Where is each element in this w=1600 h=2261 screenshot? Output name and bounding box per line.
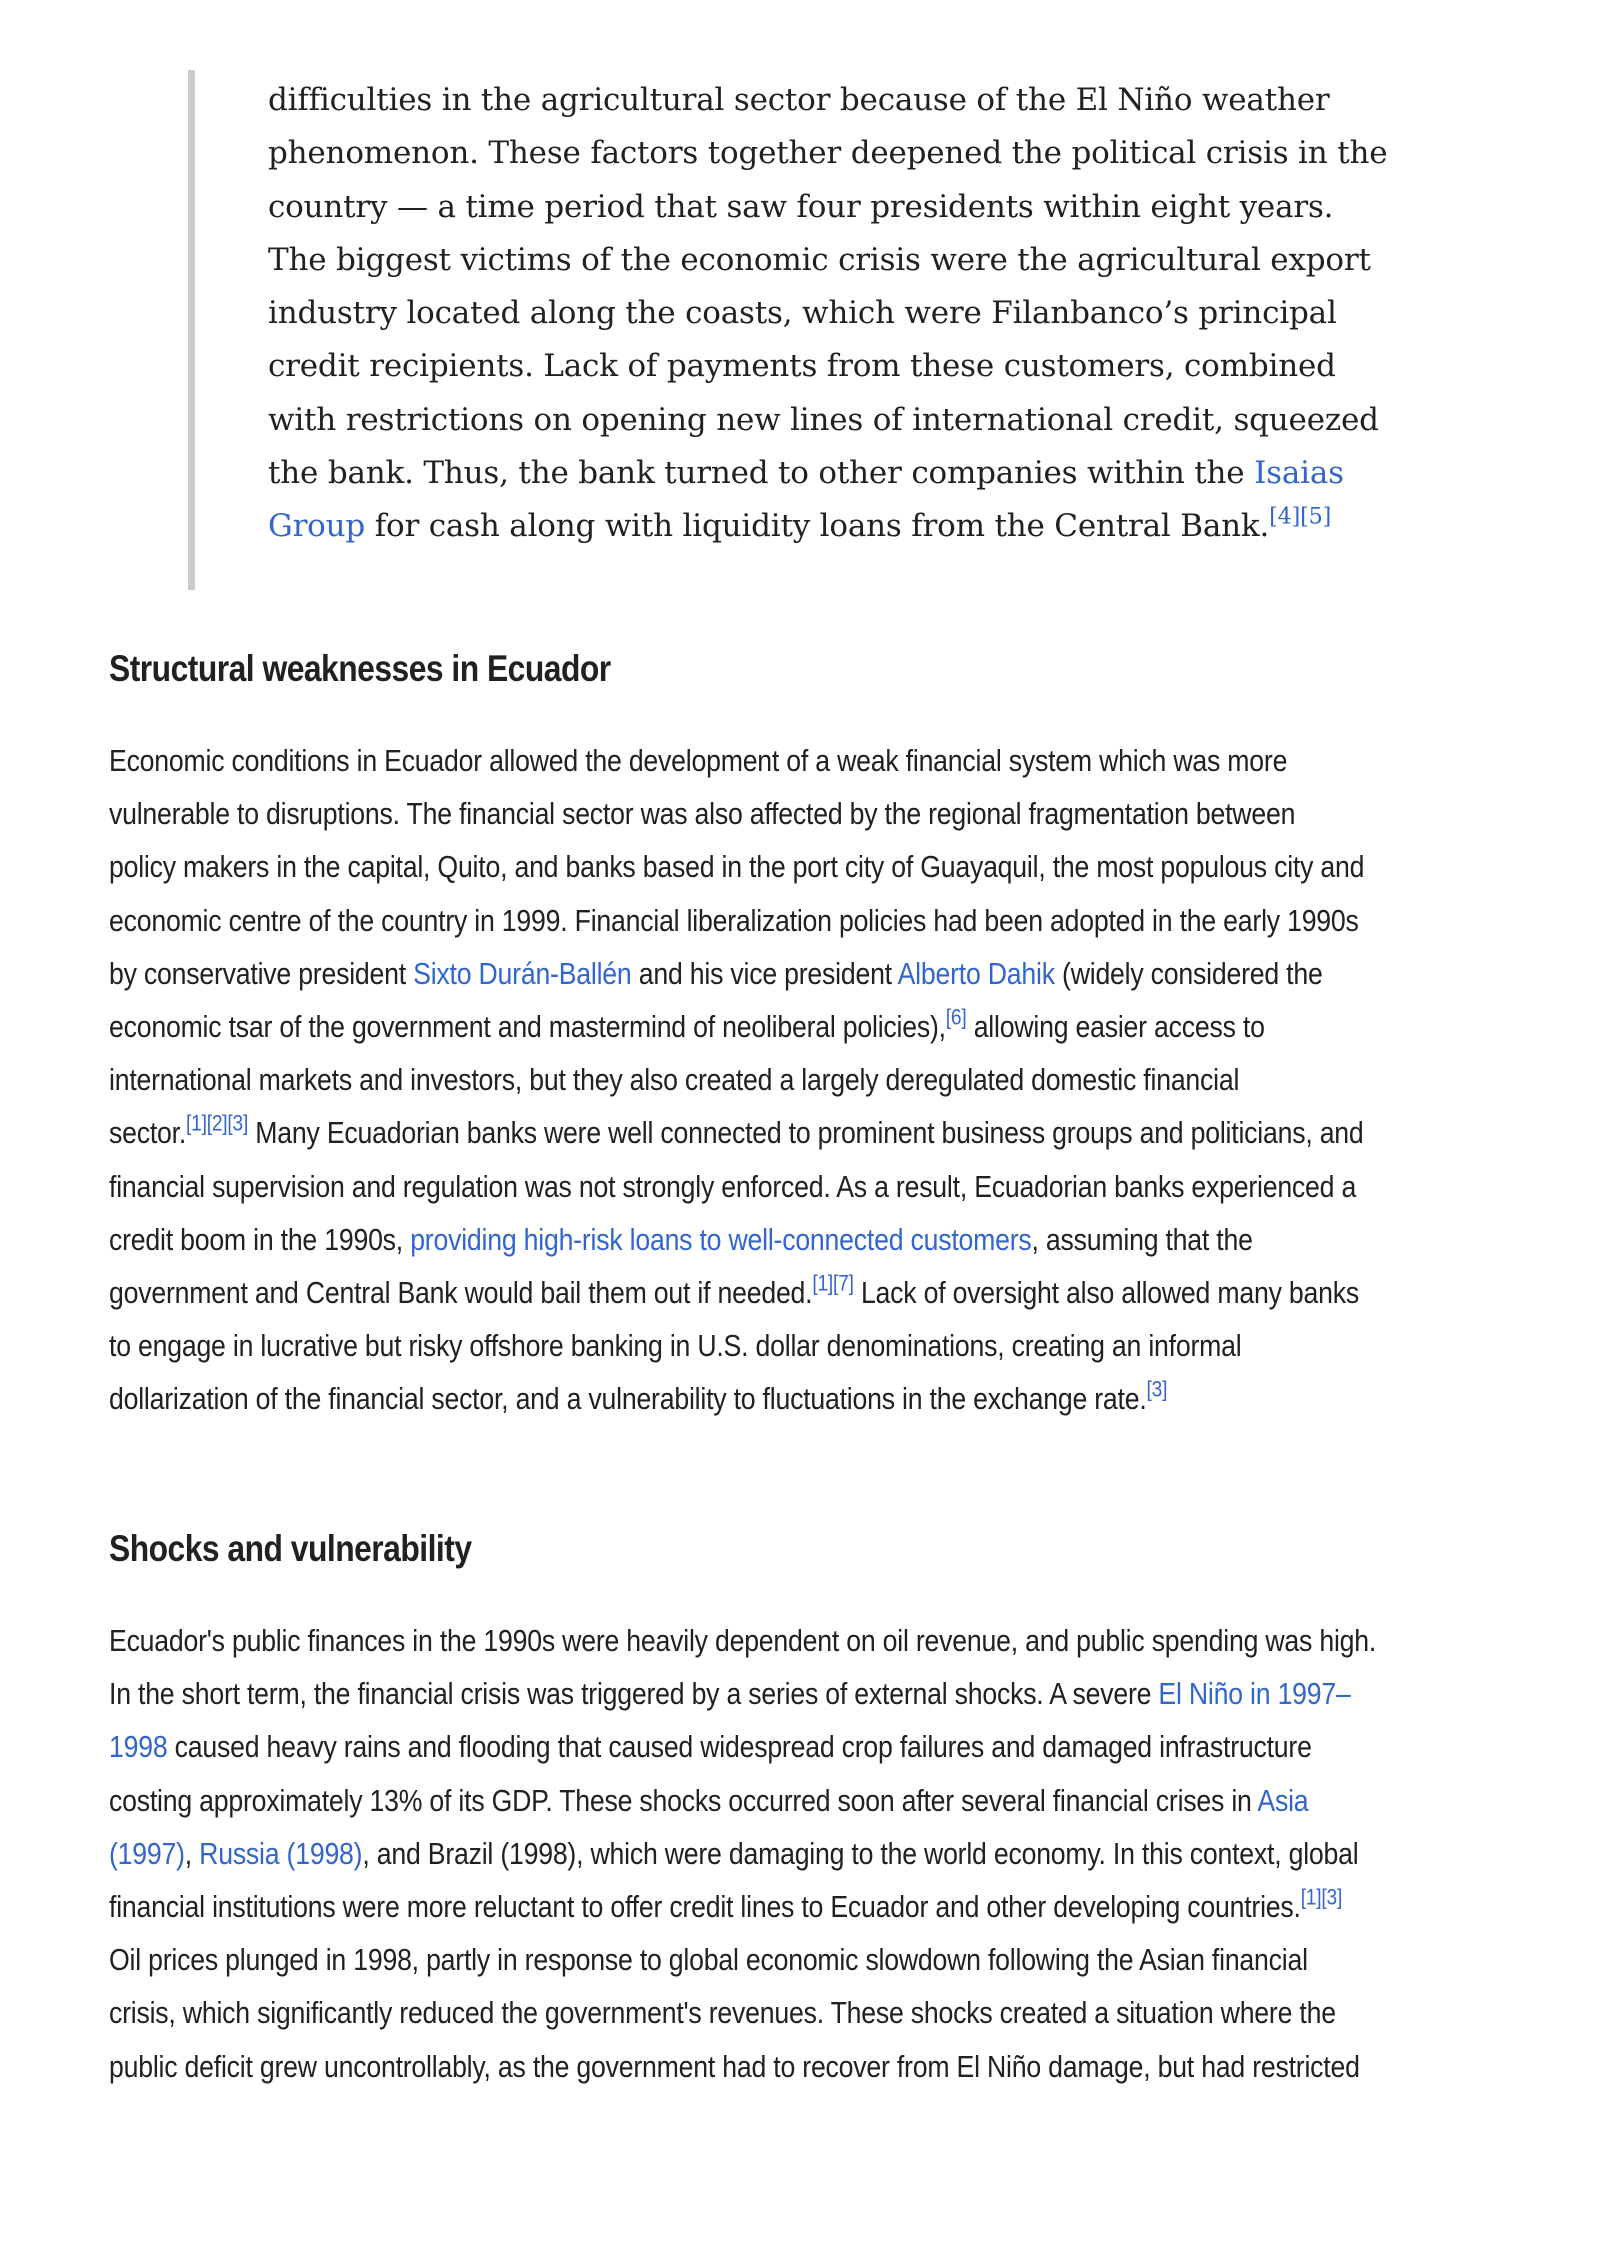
text-segment: government and Central Bank would bail them out if needed. (109, 1275, 813, 1311)
citation-3[interactable]: [3] (1146, 1377, 1168, 1403)
citation-4[interactable]: [4] (1269, 504, 1301, 531)
text-segment: and his vice president (631, 955, 898, 991)
citation-3[interactable]: [3] (1321, 1884, 1343, 1910)
text-line (109, 1774, 1519, 1827)
link-russia-1998[interactable]: Russia (1998) (199, 1835, 363, 1871)
text-segment: by conservative president (109, 955, 414, 991)
text-segment: (widely considered the (1054, 955, 1323, 991)
citation-superscript (186, 1111, 207, 1136)
text-segment: The biggest victims of the economic crisis were the agricultural export (268, 241, 1371, 278)
citation-superscript (1300, 504, 1331, 530)
text-line (109, 1319, 1519, 1372)
text-line (268, 394, 1379, 447)
text-segment: crisis, which significantly reduced the government's revenues. These shocks created a situation where the (109, 1995, 1336, 2031)
text-line (109, 1720, 1519, 1773)
blockquote (188, 70, 1405, 590)
link-el-ni-o-in-1997[interactable]: El Niño in 1997– (1158, 1676, 1351, 1712)
text-segment: for cash along with liquidity loans from the Central Bank. (365, 508, 1270, 545)
text-line (268, 74, 1368, 127)
citation-superscript (207, 1111, 228, 1136)
link-1998[interactable]: 1998 (109, 1729, 168, 1765)
section-paragraph-structural-weaknesses (109, 734, 1519, 1426)
link-sixto-dur-n-ball-n[interactable]: Sixto Durán-Ballén (413, 955, 632, 991)
text-segment: dollarization of the financial sector, and a vulnerability to fluctuations in the exchange rate. (109, 1381, 1147, 1417)
text-segment: policy makers in the capital, Quito, and banks based in the port city of Guayaquil, the most populous city and (109, 849, 1365, 885)
text-line (109, 894, 1519, 947)
text-segment: Economic conditions in Ecuador allowed the development of a weak financial system which was more (109, 743, 1288, 778)
text-line (109, 947, 1519, 1000)
link-1997[interactable]: (1997) (109, 1835, 185, 1871)
text-line (109, 1827, 1519, 1880)
text-line (109, 1880, 1519, 1933)
citation-superscript (1147, 1377, 1168, 1402)
text-line (109, 1106, 1519, 1159)
text-line (109, 1986, 1519, 2039)
text-segment: public deficit grew uncontrollably, as the government had to recover from El Niño damage, but had restricted (109, 2048, 1360, 2084)
quote-paragraph (268, 74, 1388, 554)
text-line (109, 1213, 1519, 1266)
citation-5[interactable]: [5] (1300, 504, 1332, 531)
text-segment: economic tsar of the government and mastermind of neoliberal policies), (109, 1009, 946, 1045)
citation-superscript (833, 1271, 854, 1296)
text-line (109, 734, 1519, 787)
link-alberto-dahik[interactable]: Alberto Dahik (897, 955, 1055, 991)
citation-7[interactable]: [7] (833, 1270, 854, 1296)
citation-1[interactable]: [1] (1300, 1884, 1322, 1910)
text-segment: , (184, 1835, 200, 1871)
text-segment: credit boom in the 1990s, (109, 1221, 411, 1257)
citation-1[interactable]: [1] (186, 1111, 207, 1137)
text-segment: credit recipients. Lack of payments from these customers, combined (268, 348, 1336, 385)
text-segment: , and Brazil (1998), which were damaging to the world economy. In this context, global (362, 1835, 1359, 1871)
text-segment: In the short term, the financial crisis was triggered by a series of external shocks. A severe (109, 1676, 1159, 1712)
text-line (109, 1933, 1519, 1986)
citation-superscript (946, 1005, 967, 1030)
text-line (268, 500, 1368, 553)
text-segment: financial supervision and regulation was not strongly enforced. As a result, Ecuadorian banks experienced a (109, 1168, 1357, 1204)
text-line (268, 340, 1368, 393)
citation-6[interactable]: [6] (945, 1004, 967, 1030)
text-segment: Oil prices plunged in 1998, partly in response to global economic slowdown following the Asian financial (109, 1942, 1308, 1978)
citation-superscript (812, 1271, 833, 1296)
text-line (109, 1372, 1519, 1425)
text-line (109, 787, 1519, 840)
text-segment: the bank. Thus, the bank turned to other companies within the (268, 455, 1255, 492)
citation-superscript (227, 1111, 248, 1136)
text-segment: difficulties in the agricultural sector because of the El Niño weather (268, 82, 1330, 118)
text-line (109, 1667, 1519, 1720)
text-line (268, 234, 1371, 287)
link-providing-high-risk-loans-to-well-connected-customers[interactable]: providing high-risk loans to well-connected customers (410, 1221, 1032, 1257)
citation-superscript (1269, 504, 1300, 530)
text-segment: financial institutions were more reluctant to offer credit lines to Ecuador and other developing countries. (109, 1889, 1301, 1925)
text-segment: country — a time period that saw four presidents within eight years. (268, 188, 1334, 225)
section-heading-shocks-and-vulnerability: Shocks and vulnerability (109, 1528, 472, 1569)
link-asia[interactable]: Asia (1257, 1782, 1309, 1818)
text-segment: phenomenon. These factors together deepened the political crisis in the (268, 135, 1388, 172)
text-segment: Many Ecuadorian banks were well connected to prominent business groups and politicians, and (248, 1115, 1364, 1151)
text-line (268, 447, 1368, 500)
text-line (109, 1266, 1519, 1319)
text-segment: , assuming that the (1031, 1221, 1253, 1257)
text-segment: international markets and investors, but they also created a largely deregulated domestic financial (109, 1062, 1240, 1098)
text-segment: Lack of oversight also allowed many banks (853, 1275, 1359, 1311)
text-segment: Ecuador's public finances in the 1990s were heavily dependent on oil revenue, and public spending was high. (109, 1623, 1377, 1658)
text-line (109, 1160, 1519, 1213)
text-line (109, 1614, 1519, 1667)
citation-superscript (1321, 1885, 1342, 1910)
citation-3[interactable]: [3] (227, 1111, 249, 1137)
text-segment: vulnerable to disruptions. The financial sector was also affected by the regional fragmentation between (109, 796, 1296, 832)
text-line (109, 1053, 1519, 1106)
text-segment: to engage in lucrative but risky offshore banking in U.S. dollar denominations, creating an informal (109, 1328, 1242, 1364)
text-segment: caused heavy rains and flooding that caused widespread crop failures and damaged infrastructure (167, 1729, 1312, 1765)
citation-2[interactable]: [2] (206, 1111, 228, 1137)
text-line (268, 127, 1388, 180)
text-line (268, 287, 1368, 340)
link-isaias[interactable]: Isaias (1254, 455, 1344, 492)
link-group[interactable]: Group (268, 508, 366, 545)
text-segment: costing approximately 13% of its GDP. These shocks occurred soon after several financial crises in (109, 1782, 1258, 1818)
citation-1[interactable]: [1] (812, 1270, 834, 1296)
text-line (109, 840, 1519, 893)
text-segment: sector. (109, 1115, 187, 1151)
text-line (109, 2040, 1519, 2093)
citation-superscript (1301, 1885, 1322, 1910)
text-segment: industry located along the coasts, which were Filanbanco’s principal (268, 295, 1337, 332)
text-segment: allowing easier access to (966, 1009, 1265, 1045)
text-line (268, 181, 1368, 234)
text-segment: economic centre of the country in 1999. Financial liberalization policies had been adopted in the early 1990s (109, 902, 1359, 938)
text-segment: with restrictions on opening new lines of international credit, squeezed (268, 401, 1379, 438)
text-line (109, 1000, 1519, 1053)
section-paragraph-shocks-and-vulnerability (109, 1614, 1519, 2093)
section-heading-structural-weaknesses: Structural weaknesses in Ecuador (109, 648, 611, 689)
